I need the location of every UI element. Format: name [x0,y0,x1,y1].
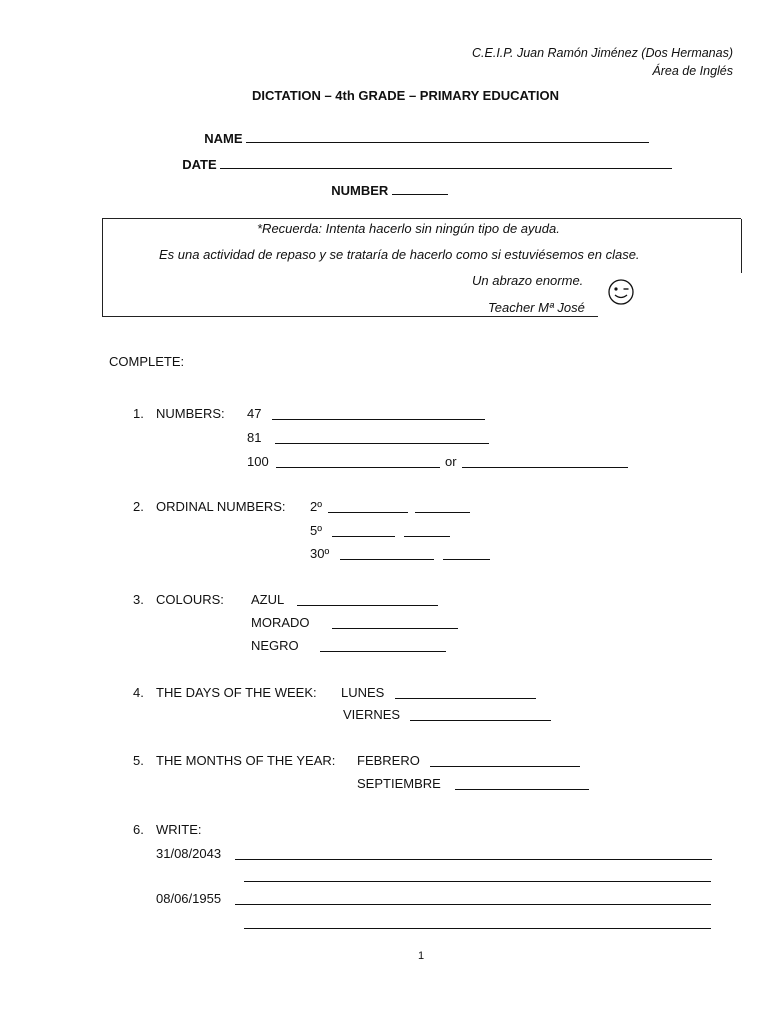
q2-item-5: 5º [310,523,322,538]
page-number: 1 [418,950,425,962]
note-line-3: Un abrazo enorme. [472,273,584,288]
q2-blank-2a[interactable] [332,536,395,537]
q2-item-2: 2º [310,499,322,514]
q1-or: or [445,454,457,469]
q5-blank-1[interactable] [430,766,580,767]
q2-blank-3b[interactable] [443,559,490,560]
q3-label: COLOURS: [156,592,224,607]
number-field [324,167,448,198]
q4-blank-2[interactable] [410,720,551,721]
q5-number: 5. [133,753,144,768]
note-line-1: *Recuerda: Intenta hacerlo sin ningún tipo de ayuda. [257,221,560,236]
q1-item-100: 100 [247,454,269,469]
q2-blank-1a[interactable] [328,512,408,513]
q2-blank-2b[interactable] [404,536,450,537]
q2-blank-1b[interactable] [415,512,470,513]
note-line-2: Es una actividad de repaso y se trataría de hacerlo como si estuviésemos en clase. [159,247,640,262]
page-title: DICTATION – 4th GRADE – PRIMARY EDUCATION [252,88,559,103]
complete-label: COMPLETE: [109,354,185,369]
q5-item-febrero: FEBRERO [357,753,420,768]
q6-number: 6. [133,822,144,837]
q5-item-septiembre: SEPTIEMBRE [357,776,441,791]
q4-number: 4. [133,685,144,700]
q1-blank-1[interactable] [272,419,485,420]
number-blank[interactable] [392,182,448,195]
q1-item-81: 81 [247,430,262,445]
q1-blank-3b[interactable] [462,467,628,468]
q3-blank-1[interactable] [297,605,438,606]
q2-label: ORDINAL NUMBERS: [156,499,286,514]
q6-item-date-1: 31/08/2043 [156,846,222,861]
q2-blank-3a[interactable] [340,559,434,560]
q3-number: 3. [133,592,144,607]
q2-number: 2. [133,499,144,514]
q6-blank-1a[interactable] [235,859,712,860]
q6-blank-2a[interactable] [235,904,711,905]
q4-item-viernes: VIERNES [343,707,401,722]
school-name: C.E.I.P. Juan Ramón Jiménez (Dos Hermanas) [472,46,733,60]
number-label: NUMBER [331,183,389,198]
subject-area: Área de Inglés [652,64,733,78]
q4-label: THE DAYS OF THE WEEK: [156,685,317,700]
q5-label: THE MONTHS OF THE YEAR: [156,753,336,768]
q3-blank-3[interactable] [320,651,446,652]
q1-number: 1. [133,406,144,421]
q6-blank-2b[interactable] [244,928,711,929]
q1-label: NUMBERS: [156,406,225,421]
date-label: DATE [182,157,217,172]
q1-blank-2[interactable] [275,443,489,444]
q3-item-negro: NEGRO [251,638,299,653]
q5-blank-2[interactable] [455,789,589,790]
q3-blank-2[interactable] [332,628,458,629]
q2-item-30: 30º [310,546,330,561]
q1-item-47: 47 [247,406,262,421]
winking-face-icon [607,278,635,306]
q4-blank-1[interactable] [395,698,536,699]
q1-blank-3a[interactable] [276,467,440,468]
q4-item-lunes: LUNES [341,685,385,700]
q6-item-date-2: 08/06/1955 [156,891,222,906]
q3-item-morado: MORADO [251,615,310,630]
note-line-4: Teacher Mª José [488,300,585,315]
q6-label: WRITE: [156,822,202,837]
name-label: NAME [204,131,243,146]
q6-blank-1b[interactable] [244,881,711,882]
q3-item-azul: AZUL [251,592,285,607]
